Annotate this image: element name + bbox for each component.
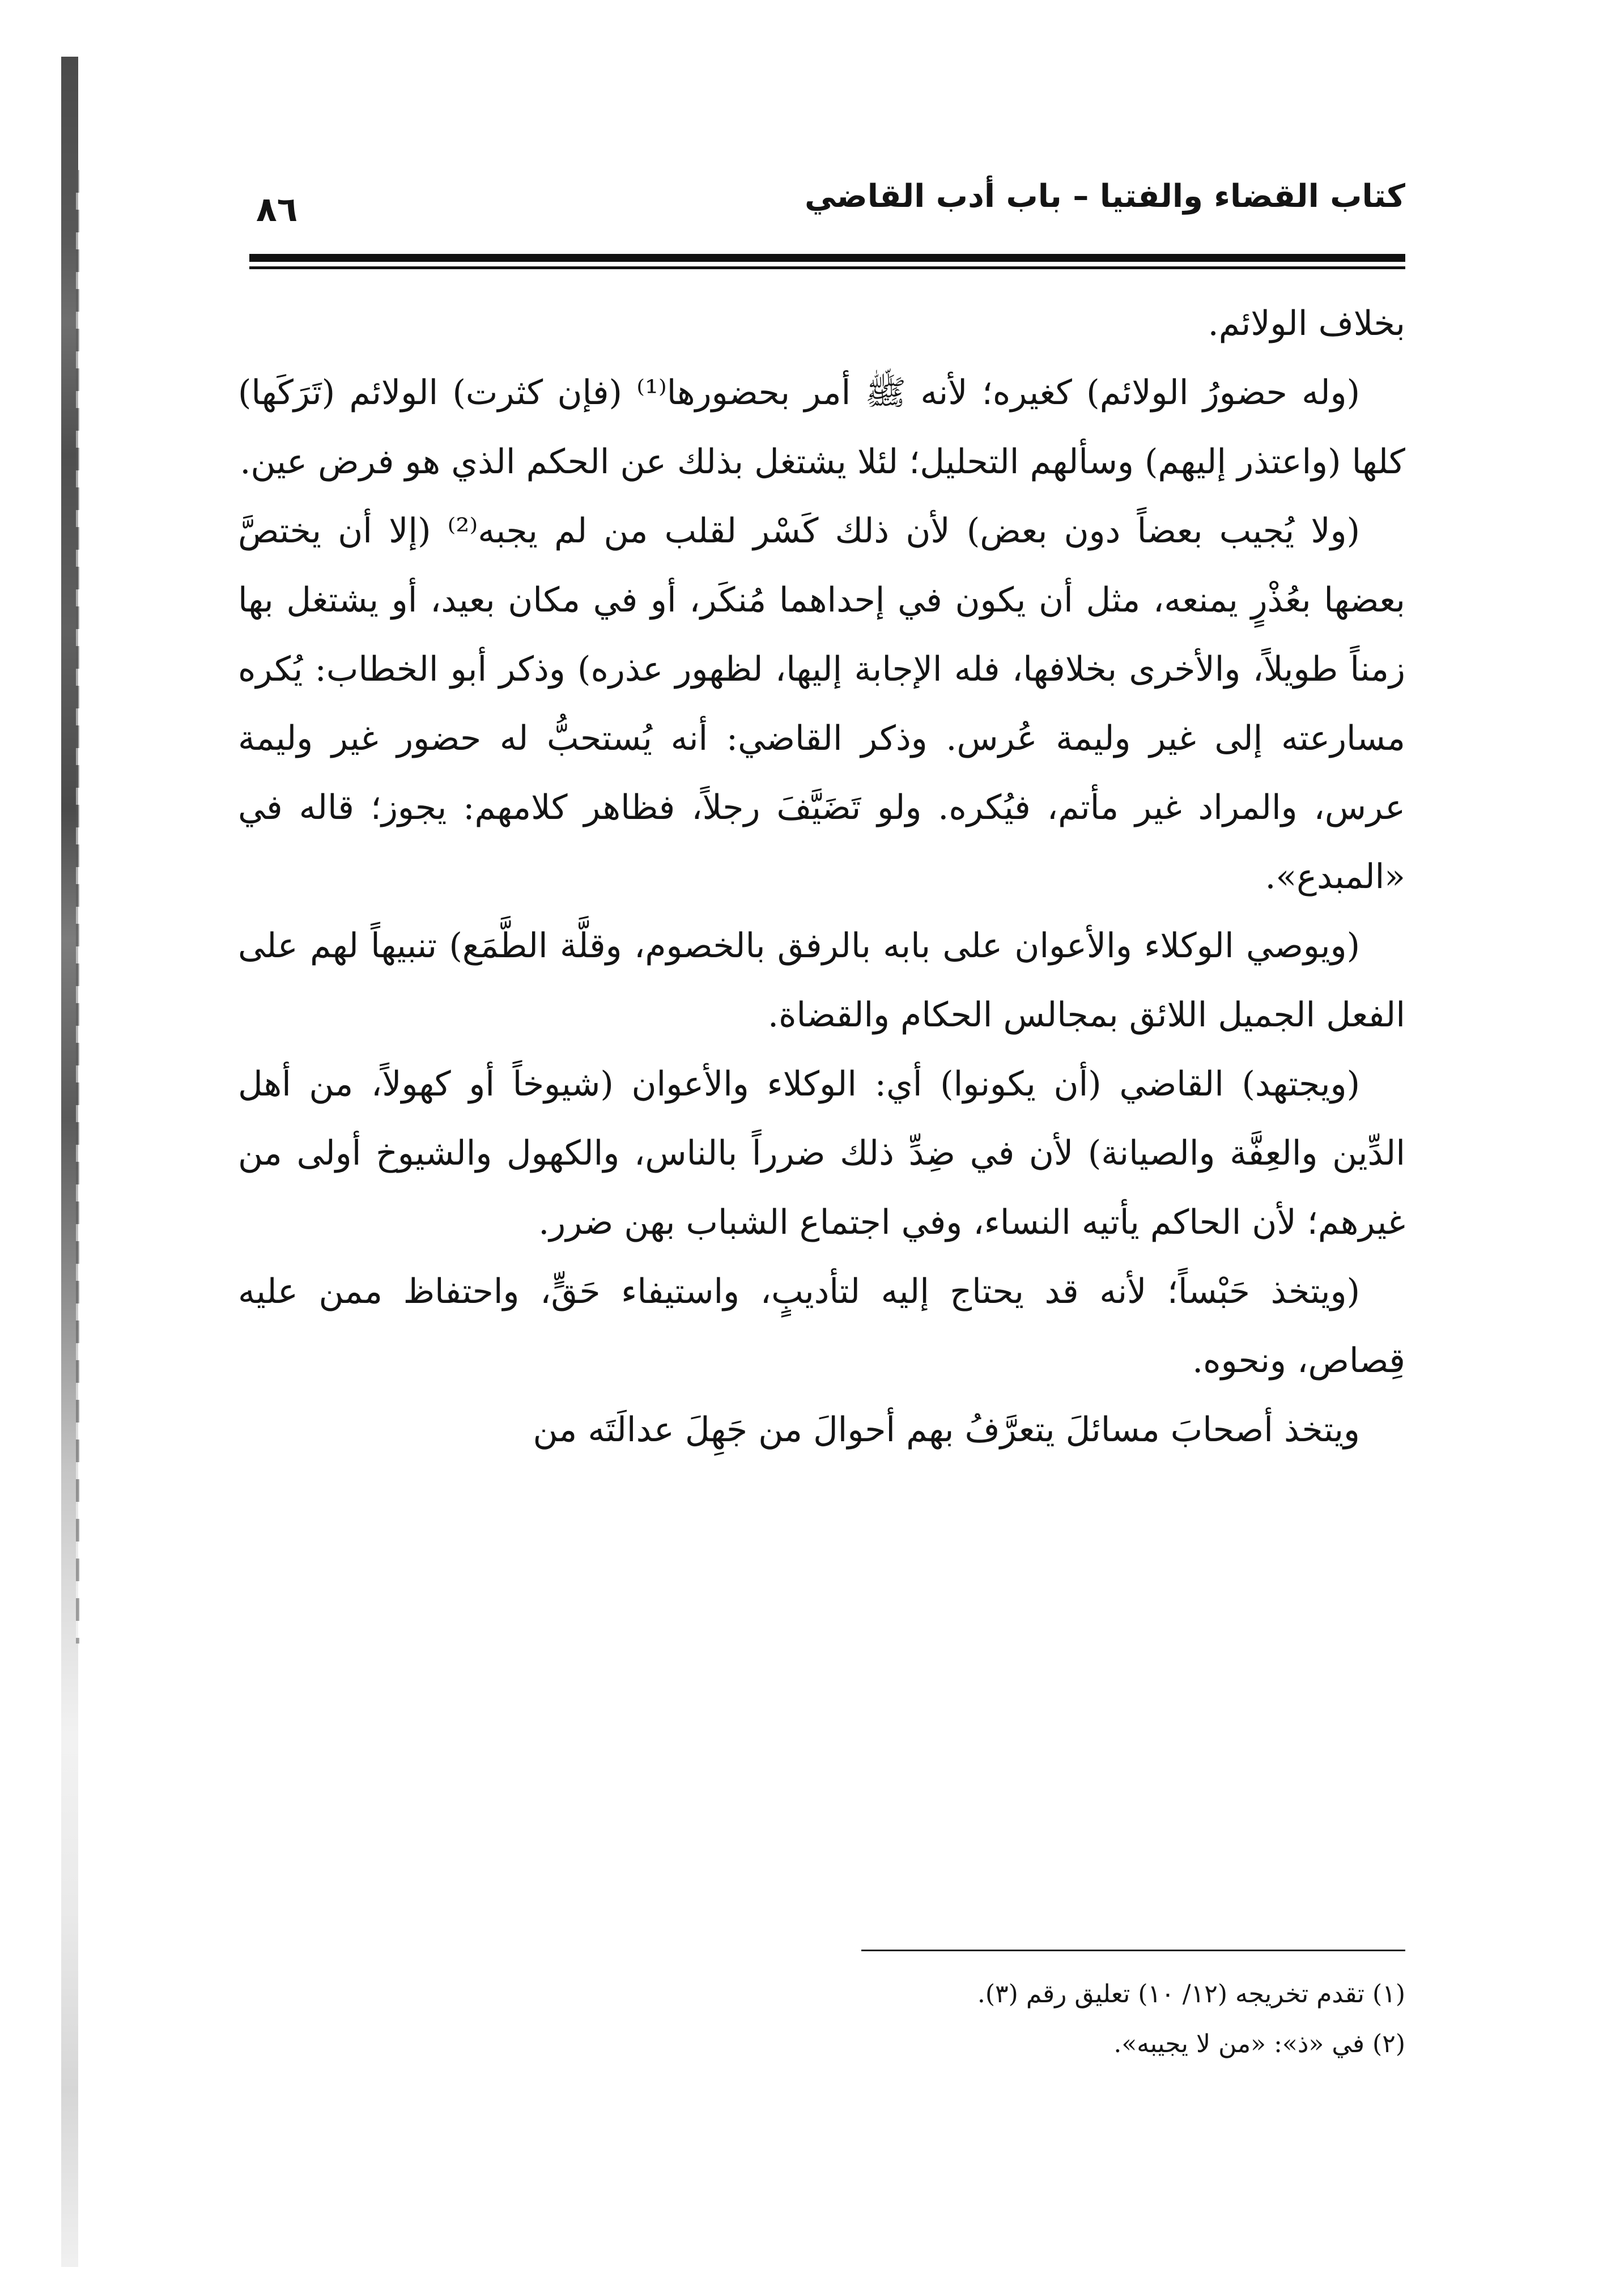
footnote-2: (٢) في «ذ»: «من لا يجيبه». bbox=[1113, 2029, 1405, 2058]
paragraph: بخلاف الولائم. bbox=[1208, 304, 1405, 343]
page-header bbox=[249, 164, 1405, 249]
footnotes bbox=[510, 1969, 1405, 2069]
footnote-1: (١) تقدم تخريجه (١٢/ ١٠) تعليق رقم (٣). bbox=[977, 1980, 1405, 2009]
paragraph: (ولا يُجيب بعضاً دون بعض) لأن ذلك كَسْر لقلب من لم يجبه⁽²⁾ (إلا أن يختصَّ بعضها بعُذْرٍ يمنعه، مثل أن يكون في إحداهما مُنكَر، أو في مكان بعيد، أو يشتغل بها زمناً طويلاً، والأخرى بخلافها، فله الإجابة إليها، لظهور عذره) وذكر أبو الخطاب: يُكره مسارعته إلى غير وليمة عُرس. وذكر القاضي: أنه يُستحبُّ له حضور غير وليمة عرس، والمراد غير مأتم، فيُكره. ولو تَضَيَّفَ رجلاً، فظاهر كلامهم: يجوز؛ قاله في «المبدع». bbox=[238, 511, 1405, 897]
paragraph: (وله حضورُ الولائم) كغيره؛ لأنه ﷺ أمر بحضورها⁽¹⁾ (فإن كثرت) الولائم (تَرَكَها) كلها (واعتذر إليهم) وسألهم التحليل؛ لئلا يشتغل بذلك عن الحكم الذي هو فرض عين. bbox=[238, 373, 1405, 482]
paragraph: (ويجتهد) القاضي (أن يكونوا) أي: الوكلاء والأعوان (شيوخاً أو كهولاً، من أهل الدِّين والعِفَّة والصيانة) لأن في ضِدِّ ذلك ضرراً بالناس، والكهول والشيوخ أولى من غيرهم؛ لأن الحاكم يأتيه النساء، وفي اجتماع الشباب بهن ضرر. bbox=[238, 1064, 1405, 1242]
page-number: ٨٦ bbox=[256, 190, 298, 230]
paragraph: (ويتخذ حَبْساً؛ لأنه قد يحتاج إليه لتأديبٍ، واستيفاء حَقٍّ، واحتفاظ ممن عليه قِصاص، ونحوه. bbox=[238, 1272, 1405, 1381]
footnote-separator bbox=[861, 1950, 1405, 1951]
binding-edge-shadow bbox=[76, 170, 79, 1644]
main-text bbox=[238, 289, 1405, 1464]
running-title: كتاب القضاء والفتيا – باب أدب القاضي bbox=[804, 178, 1405, 215]
header-rule-thick bbox=[249, 254, 1405, 262]
paragraph: (ويوصي الوكلاء والأعوان على بابه بالرفق بالخصوم، وقلَّة الطَّمَع) تنبيهاً لهم على الفعل الجميل اللائق بمجالس الحكام والقضاة. bbox=[238, 926, 1405, 1035]
header-rule-thin bbox=[249, 266, 1405, 269]
paragraph: ويتخذ أصحابَ مسائلَ يتعرَّفُ بهم أحوالَ من جَهِلَ عدالَتَه من bbox=[533, 1410, 1360, 1450]
